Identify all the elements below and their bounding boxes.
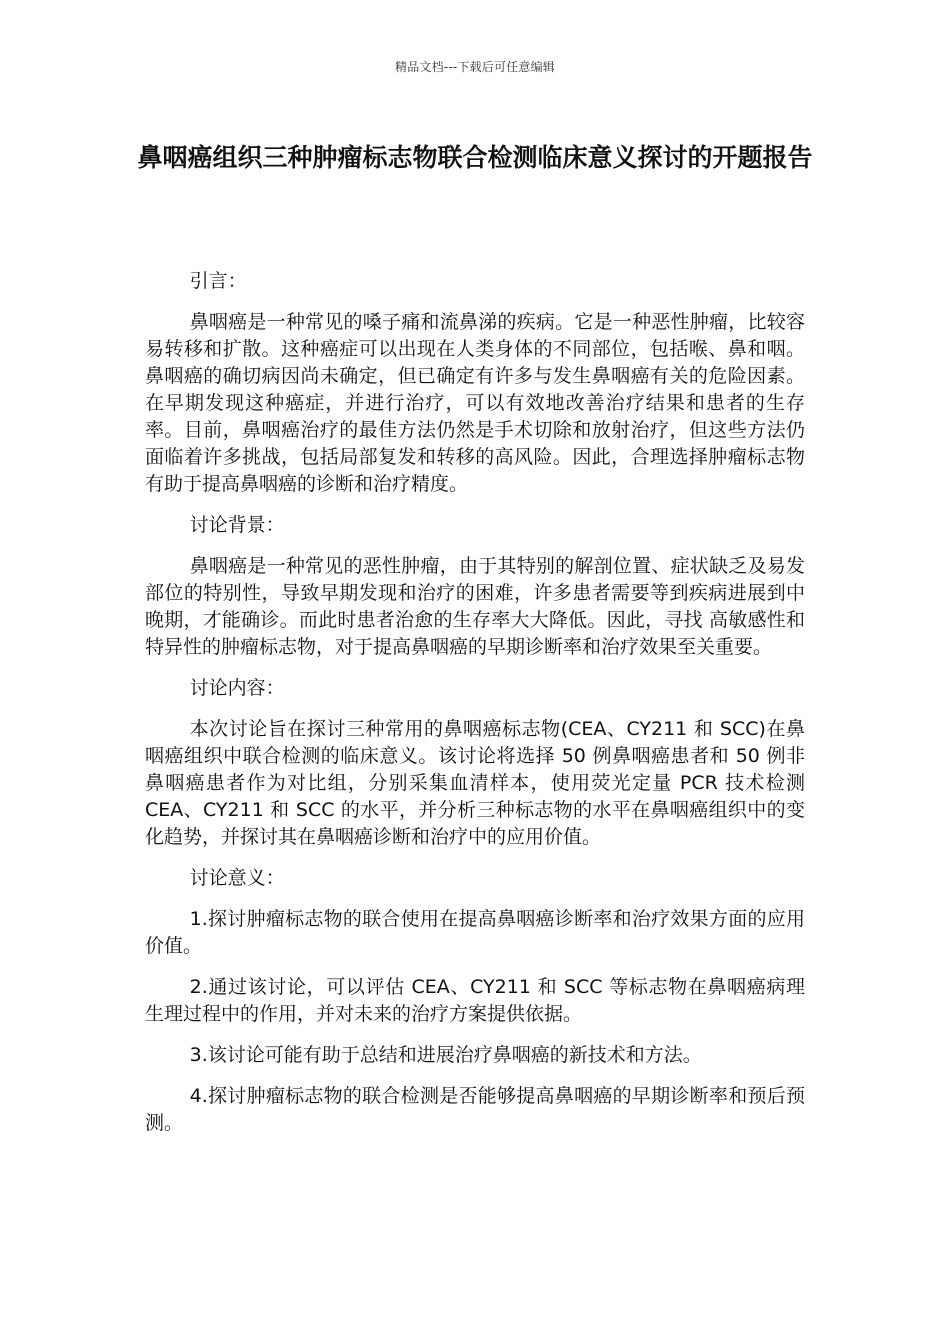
header-note: 精品文档---下载后可任意编辑 <box>395 60 555 74</box>
significance-item-2: 2.通过该讨论，可以评估 CEA、CY211 和 SCC 等标志物在鼻咽癌病理生理过程中的作用，并对未来的治疗方案提供依据。 <box>145 976 805 1025</box>
document-body <box>145 268 805 1151</box>
significance-item-1: 1.探讨肿瘤标志物的联合使用在提高鼻咽癌诊断率和治疗效果方面的应用价值。 <box>145 908 805 957</box>
content-paragraph: 本次讨论旨在探讨三种常用的鼻咽癌标志物(CEA、CY211 和 SCC)在鼻咽癌组织中联合检测的临床意义。该讨论将选择 50 例鼻咽癌患者和 50 例非鼻咽癌患者作为对比组，分别采集血清样本，使用荧光定量 PCR 技术检测 CEA、CY211 和 SCC 的水平，并分析三种标志物的水平在鼻咽癌组织中的变化趋势，并探讨其在鼻咽癌诊断和治疗中的应用价值。 <box>145 718 805 848</box>
background-heading: 讨论背景： <box>189 514 285 536</box>
background-paragraph: 鼻咽癌是一种常见的恶性肿瘤，由于其特别的解剖位置、症状缺乏及易发部位的特别性，导致早期发现和治疗的困难，许多患者需要等到疾病进展到中晚期，才能确诊。而此时患者治愈的生存率大大降低。因此，寻找 高敏感性和特异性的肿瘤标志物，对于提高鼻咽癌的早期诊断率和治疗效果至关重要。 <box>145 555 805 658</box>
significance-item-4: 4.探讨肿瘤标志物的联合检测是否能够提高鼻咽癌的早期诊断率和预后预测。 <box>145 1085 805 1134</box>
significance-heading: 讨论意义： <box>189 867 285 889</box>
intro-paragraph: 鼻咽癌是一种常见的嗓子痛和流鼻涕的疾病。它是一种恶性肿瘤，比较容易转移和扩散。这种癌症可以出现在人类身体的不同部位，包括喉、鼻和咽。鼻咽癌的确切病因尚未确定，但已确定有许多与发生鼻咽癌有关的危险因素。在早期发现这种癌症，并进行治疗，可以有效地改善治疗结果和患者的生存率。目前，鼻咽癌治疗的最佳方法仍然是手术切除和放射治疗，但这些方法仍面临着许多挑战，包括局部复发和转移的高风险。因此，合理选择肿瘤标志物有助于提高鼻咽癌的诊断和治疗精度。 <box>145 311 805 495</box>
document-title: 鼻咽癌组织三种肿瘤标志物联合检测临床意义探讨的开题报告 <box>137 143 813 172</box>
intro-heading: 引言： <box>189 270 247 292</box>
significance-item-3: 3.该讨论可能有助于总结和进展治疗鼻咽癌的新技术和方法。 <box>189 1044 702 1066</box>
content-heading: 讨论内容： <box>189 677 285 699</box>
